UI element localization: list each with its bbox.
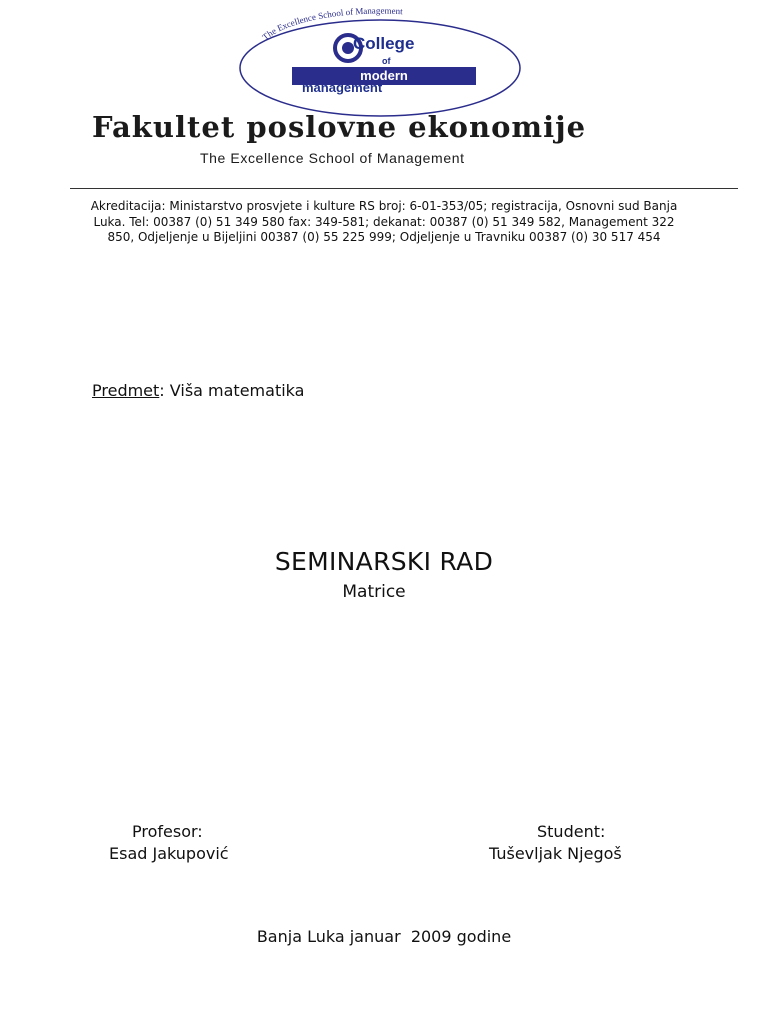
professor-name: Esad Jakupović [109,844,229,863]
logo-arc-text: The Excellence School of Management [260,8,403,43]
student-label: Student: [537,822,606,841]
subject-separator: : [159,381,165,400]
logo-college-text: College [353,34,415,53]
header-divider [70,188,738,189]
document-title: SEMINARSKI RAD [274,547,494,576]
faculty-subtitle: The Excellence School of Management [200,150,465,166]
subject-value: Viša matematika [164,381,305,400]
college-logo [230,8,530,120]
logo-modern-text: modern [360,68,408,83]
subject-line [92,381,304,400]
student-name: Tuševljak Njegoš [489,844,622,863]
logo-management-text: management [302,80,383,95]
accreditation-text: Akreditacija: Ministarstvo prosvjete i kulture RS broj: 6-01-353/05; registracija, Osnovni sud Banja Luka. Tel: 00387 (0) 51 349 580 fax: 349-581; dekanat: 00387 (0) 51 349 582, Management 322 850, Odjeljenje u Bijeljini 00387 (0) 55 225 999; Odjeljenje u Travniku 00387 (0) 30 517 454 [90,199,678,245]
logo-of-text: of [382,56,391,66]
subject-label: Predmet [92,381,160,400]
logo-seal-icon [230,8,530,120]
faculty-name: Fakultet poslovne ekonomije [92,110,587,144]
place-date: Banja Luka januar 2009 godine [256,927,512,946]
professor-label: Profesor: [132,822,203,841]
document-subtitle: Matrice [342,582,406,602]
